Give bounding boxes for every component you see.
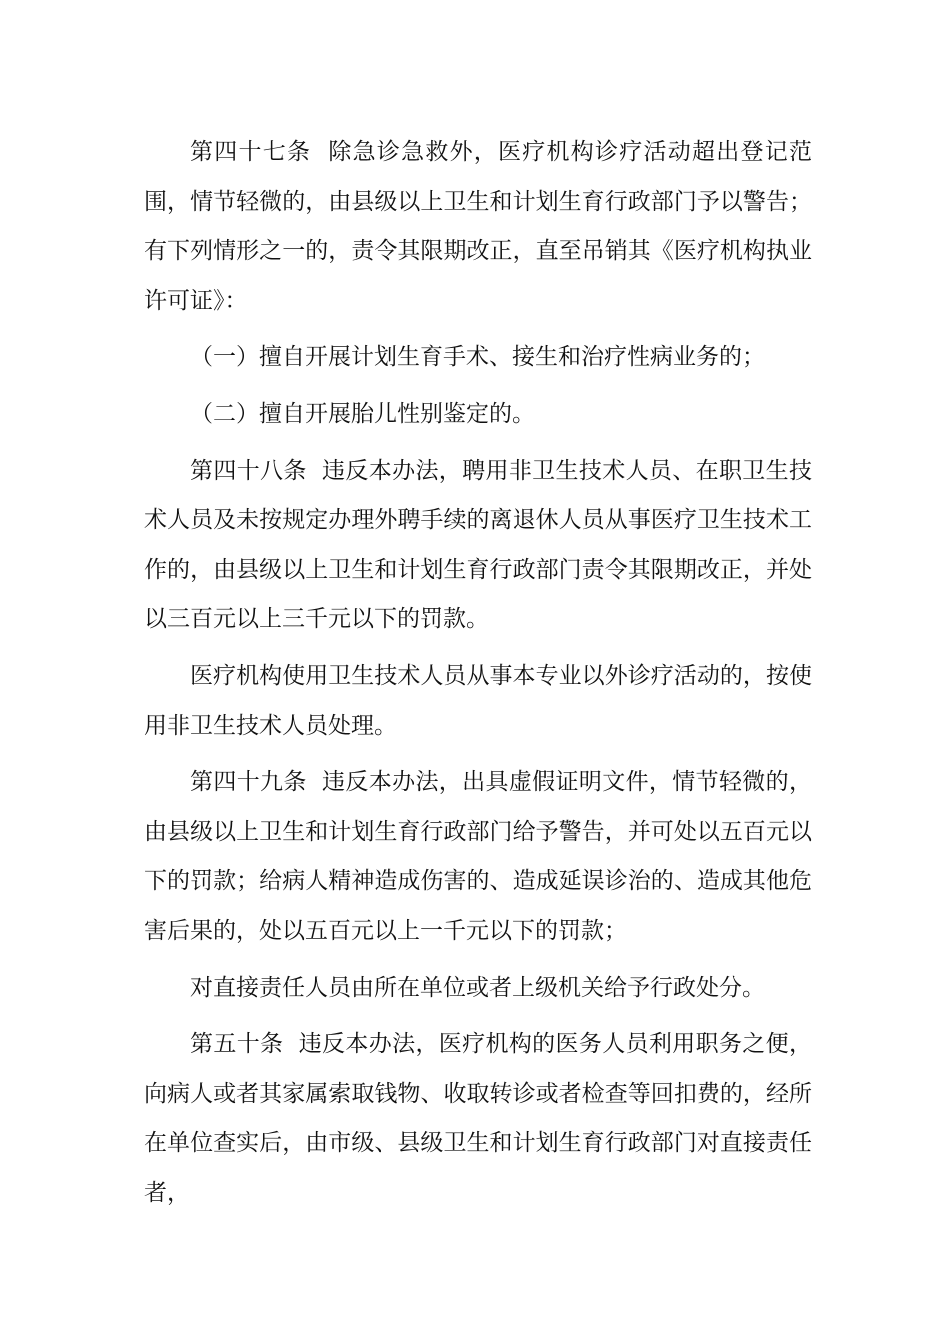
article-47-item-1: （一）擅自开展计划生育手术、接生和治疗性病业务的； <box>190 344 765 371</box>
article-50-paragraph: 第五十条 违反本办法，医疗机构的医务人员利用职务之便，向病人或者其家属索取钱物、收取转诊或者检查等回扣费的，经所在单位查实后，由市级、县级卫生和计划生育行政部门对直接责任者， <box>144 1031 812 1206</box>
article-48-paragraph: 第四十八条 违反本办法，聘用非卫生技术人员、在职卫生技术人员及未按规定办理外聘手续的离退休人员从事医疗卫生技术工作的，由县级以上卫生和计划生育行政部门责令其限期改正，并处以三百元以上三千元以下的罚款。 <box>144 457 812 633</box>
article-47-item-2: （二）擅自开展胎儿性别鉴定的。 <box>190 400 535 427</box>
article-48-clause-2: 医疗机构使用卫生技术人员从事本专业以外诊疗活动的，按使用非卫生技术人员处理。 <box>144 662 812 739</box>
document-body <box>144 128 812 1225</box>
article-49-paragraph: 第四十九条 违反本办法，出具虚假证明文件，情节轻微的，由县级以上卫生和计划生育行政部门给予警告，并可处以五百元以下的罚款；给病人精神造成伤害的、造成延误诊治的、造成其他危害后果的，处以五百元以上一千元以下的罚款； <box>144 769 812 944</box>
article-49-clause-2: 对直接责任人员由所在单位或者上级机关给予行政处分。 <box>190 974 765 1001</box>
article-47-paragraph: 第四十七条 除急诊急救外，医疗机构诊疗活动超出登记范围，情节轻微的，由县级以上卫生和计划生育行政部门予以警告；有下列情形之一的，责令其限期改正，直至吊销其《医疗机构执业许可证》： <box>144 139 812 314</box>
